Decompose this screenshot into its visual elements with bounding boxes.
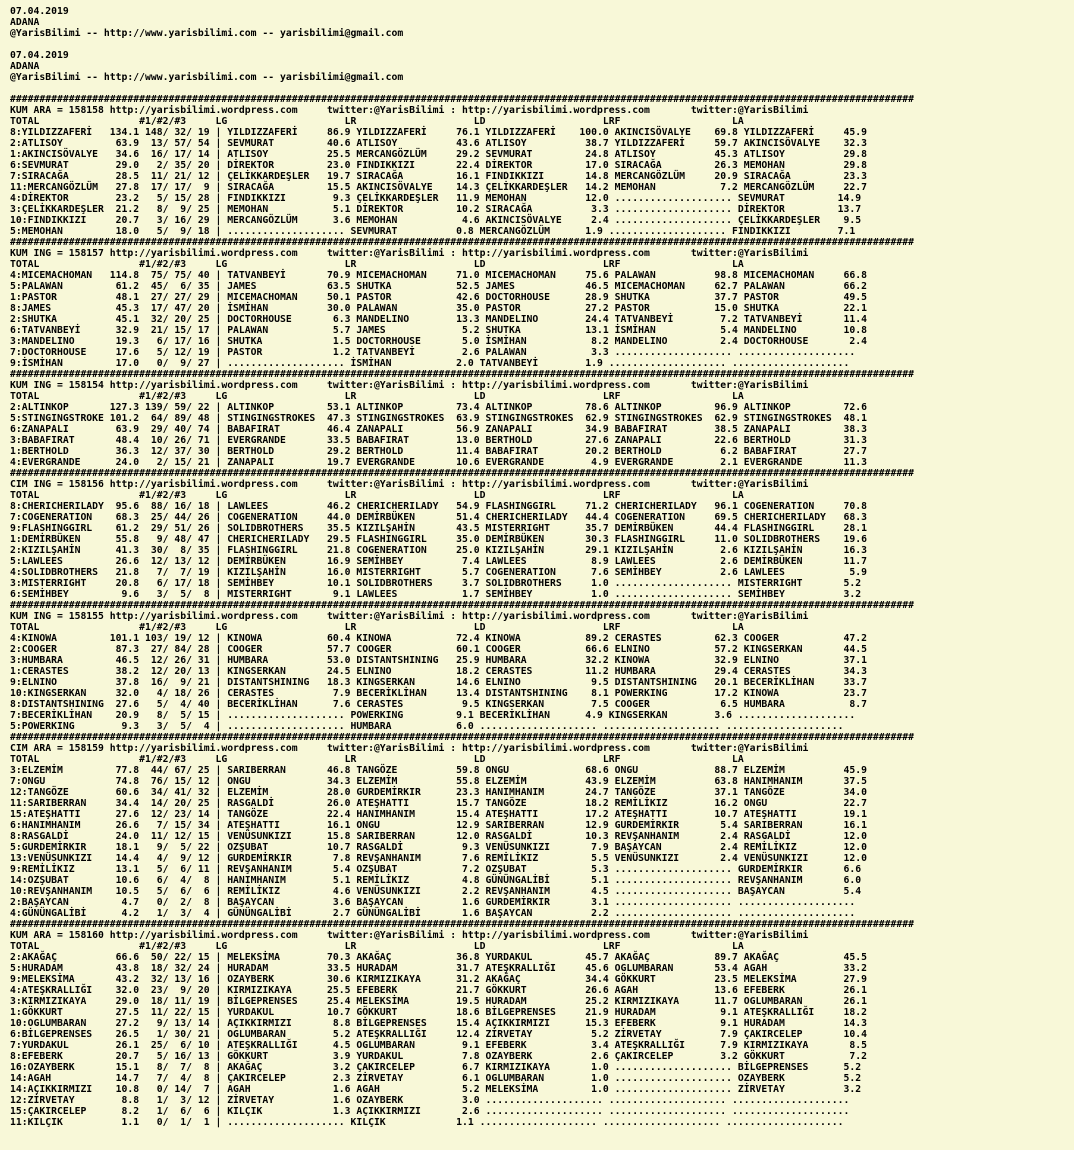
table-row: 4:KINOWA 101.1 103/ 19/ 12 | KINOWA 60.4 KINOWA 72.4 KINOWA 89.2 CERASTES 62.3 COOGER 47.2 bbox=[10, 633, 868, 644]
table-row: 10:KINGSERKAN 32.0 4/ 18/ 26 | CERASTES 7.9 BECERİKLİHAN 13.4 DISTANTSHINING 8.1 POWERKING 17.2 KINOWA 23.7 bbox=[10, 688, 868, 699]
table-row: 2:SHUTKA 45.1 32/ 20/ 25 | DOCTORHOUSE 6.3 MANDELINO 13.3 MANDELINO 24.4 TATVANBEYİ 7.2 TATVANBEYİ 11.4 bbox=[10, 314, 868, 325]
column-header-line: TOTAL #1/#2/#3 LG LR LD LRF LA bbox=[10, 116, 744, 127]
table-row: 8:RASGALDİ 24.0 11/ 12/ 15 | VENÜSUNKIZI 15.8 SARIBERRAN 12.0 RASGALDİ 10.3 REVŞANHANIM 2.4 RASGALDİ 12.0 bbox=[10, 831, 868, 842]
race-title-line: KUM ARA = 158158 http://yarisbilimi.wordpress.com twitter:@YarisBilimi : http://yarisbilimi.wordpress.com twitter:@YarisBilimi bbox=[10, 105, 809, 116]
header-date: 07.04.2019 bbox=[10, 6, 69, 17]
table-row: 4:ATEŞKRALLIĞI 32.0 23/ 9/ 20 | KIRMIZIKAYA 25.5 EFEBERK 21.7 GÖKKURT 26.6 AGAH 13.6 EFEBERK 26.1 bbox=[10, 985, 868, 996]
table-row: 1:CERASTES 38.2 12/ 20/ 13 | KINGSERKAN 24.5 ELNINO 18.2 CERASTES 11.2 HUMBARA 29.4 CERASTES 34.3 bbox=[10, 666, 868, 677]
table-row: 15:ÇAKIRCELEP 8.2 1/ 6/ 6 | KILÇIK 1.3 AÇIKKIRMIZI 2.6 .................... .................... .................... bbox=[10, 1106, 850, 1117]
table-row: 3:MANDELINO 19.3 6/ 17/ 16 | SHUTKA 1.5 DOCTORHOUSE 5.0 İSMİHAN 8.2 MANDELINO 2.4 DOCTORHOUSE 2.4 bbox=[10, 336, 868, 347]
table-row: 3:MISTERRIGHT 20.8 6/ 17/ 18 | SEMİHBEY 10.1 SOLIDBROTHERS 3.7 SOLIDBROTHERS 1.0 .................... MISTERRIGHT 5.2 bbox=[10, 578, 862, 589]
table-row: 5:PALAWAN 61.2 45/ 6/ 35 | JAMES 63.5 SHUTKA 52.5 JAMES 46.5 MICEMACHOMAN 62.7 PALAWAN 66.2 bbox=[10, 281, 868, 292]
table-row: 4:GÜNÜNGALİBİ 4.2 1/ 3/ 4 | GÜNÜNGALİBİ 2.7 GÜNÜNGALİBİ 1.6 BAŞAYCAN 2.2 .................... .................... bbox=[10, 908, 856, 919]
race-title-line: KUM ING = 158154 http://yarisbilimi.wordpress.com twitter:@YarisBilimi : http://yarisbilimi.wordpress.com twitter:@YarisBilimi bbox=[10, 380, 809, 391]
table-row: 5:LAWLEES 26.6 12/ 13/ 12 | DEMİRBÜKEN 16.9 SEMİHBEY 7.4 LAWLEES 8.9 LAWLEES 2.6 DEMİRBÜKEN 11.7 bbox=[10, 556, 868, 567]
race-title-line: CIM ING = 158156 http://yarisbilimi.wordpress.com twitter:@YarisBilimi : http://yarisbilimi.wordpress.com twitter:@YarisBilimi bbox=[10, 479, 809, 490]
table-row: 6:BİLGEPRENSES 26.5 1/ 30/ 21 | OGLUMBARAN 5.2 ATEŞKRALLIĞI 12.4 ZİRVETAY 5.2 ZİRVETAY 7.9 ÇAKIRCELEP 10.4 bbox=[10, 1029, 868, 1040]
header-city: ADANA bbox=[10, 17, 40, 28]
table-row: 8:EFEBERK 20.7 5/ 16/ 13 | GÖKKURT 3.9 YURDAKUL 7.8 OZAYBERK 2.6 ÇAKIRCELEP 3.2 GÖKKURT 7.2 bbox=[10, 1051, 868, 1062]
table-row: 6:SEMİHBEY 9.6 3/ 5/ 8 | MISTERRIGHT 9.1 LAWLEES 1.7 SEMİHBEY 1.0 .................... SEMİHBEY 3.2 bbox=[10, 589, 862, 600]
spacer bbox=[10, 83, 1074, 94]
column-header-line: TOTAL #1/#2/#3 LG LR LD LRF LA bbox=[10, 391, 744, 402]
table-row: 3:ELZEMİM 77.8 44/ 67/ 25 | SARIBERRAN 46.8 TANGÖZE 59.8 ONGU 68.6 ONGU 88.7 ELZEMİM 45.9 bbox=[10, 765, 868, 776]
table-row: 1:BERTHOLD 36.3 12/ 37/ 30 | BERTHOLD 29.2 BERTHOLD 11.4 BABAFIRAT 20.2 BERTHOLD 6.2 BABAFIRAT 27.7 bbox=[10, 446, 868, 457]
column-header-line: TOTAL #1/#2/#3 LG LR LD LRF LA bbox=[10, 941, 744, 952]
table-row: 10:OGLUMBARAN 27.2 9/ 13/ 14 | AÇIKKIRMIZI 8.8 BİLGEPRENSES 15.4 AÇIKKIRMIZI 15.3 EFEBERK 9.1 HURADAM 14.3 bbox=[10, 1018, 868, 1029]
header-contact: @YarisBilimi -- http://www.yarisbilimi.com -- yarisbilimi@gmail.com bbox=[10, 72, 404, 83]
table-row: 5:GURDEMİRKIR 18.1 9/ 5/ 22 | OZŞUBAT 10.7 RASGALDİ 9.3 VENÜSUNKIZI 7.9 BAŞAYCAN 2.4 REMİLİKIZ 12.0 bbox=[10, 842, 868, 853]
report-header-1 bbox=[10, 6, 1074, 39]
table-row: 4:DİREKTOR 23.2 5/ 15/ 28 | FINDIKKIZI 9.3 ÇELİKKARDEŞLER 11.9 MEMOHAN 12.0 .................... SEVMURAT 14.9 bbox=[10, 193, 862, 204]
spacer bbox=[10, 39, 1074, 50]
table-row: 4:MICEMACHOMAN 114.8 75/ 75/ 40 | TATVANBEYİ 70.9 MICEMACHOMAN 71.0 MICEMACHOMAN 75.6 PALAWAN 98.8 MICEMACHOMAN 66.8 bbox=[10, 270, 868, 281]
header-city: ADANA bbox=[10, 61, 40, 72]
table-row: 14:AÇIKKIRMIZI 10.8 0/ 14/ 7 | AGAH 1.6 AGAH 5.2 MELEKSİMA 1.0 .................... ZİRVETAY 3.2 bbox=[10, 1084, 862, 1095]
header-contact: @YarisBilimi -- http://www.yarisbilimi.com -- yarisbilimi@gmail.com bbox=[10, 28, 404, 39]
table-row: 8:JAMES 45.3 17/ 47/ 20 | İSMİHAN 30.0 PALAWAN 35.0 PASTOR 27.2 PASTOR 15.0 SHUTKA 22.1 bbox=[10, 303, 868, 314]
report-header-2 bbox=[10, 50, 1074, 83]
table-row: 11:KILÇIK 1.1 0/ 1/ 1 | .................... KILÇIK 1.1 .................... .................... .................... bbox=[10, 1117, 844, 1128]
table-row: 12:ZİRVETAY 8.8 1/ 3/ 12 | ZİRVETAY 1.6 OZAYBERK 3.0 .................... .................... .................... bbox=[10, 1095, 850, 1106]
section-separator: ########################################################################################################################################################## bbox=[10, 94, 914, 105]
table-row: 3:KIRMIZIKAYA 29.0 18/ 11/ 19 | BİLGEPRENSES 25.4 MELEKSİMA 19.5 HURADAM 25.2 KIRMIZIKAYA 11.7 OGLUMBARAN 26.1 bbox=[10, 996, 868, 1007]
column-header-line: TOTAL #1/#2/#3 LG LR LD LRF LA bbox=[10, 490, 744, 501]
table-row: 3:ÇELİKKARDEŞLER 21.2 8/ 9/ 25 | MEMOHAN 5.1 DİREKTOR 10.2 SIRACAĞA 3.3 .................... DİREKTOR 13.7 bbox=[10, 204, 862, 215]
table-row: 6:ZANAPALI 63.9 29/ 40/ 74 | BABAFIRAT 46.4 ZANAPALI 56.9 ZANAPALI 34.9 BABAFIRAT 38.5 ZANAPALI 38.3 bbox=[10, 424, 868, 435]
table-row: 5:MEMOHAN 18.0 5/ 9/ 18 | .................... SEVMURAT 0.8 MERCANGÖZLÜM 1.9 .................... FINDIKKIZI 7.1 bbox=[10, 226, 856, 237]
table-row: 13:VENÜSUNKIZI 14.4 4/ 9/ 12 | GURDEMİRKIR 7.8 REVŞANHANIM 7.6 REMİLİKIZ 5.5 VENÜSUNKIZI 2.4 VENÜSUNKIZI 12.0 bbox=[10, 853, 868, 864]
race-sections bbox=[10, 94, 1074, 1128]
table-row: 7:COGENERATION 68.3 25/ 44/ 26 | COGENERATION 44.0 DEMİRBÜKEN 51.4 CHERICHERILADY 44.4 COGENERATION 69.5 CHERICHERILADY 68.3 bbox=[10, 512, 868, 523]
race-title-line: KUM ING = 158155 http://yarisbilimi.wordpress.com twitter:@YarisBilimi : http://yarisbilimi.wordpress.com twitter:@YarisBilimi bbox=[10, 611, 809, 622]
section-separator: ########################################################################################################################################################## bbox=[10, 732, 914, 743]
table-row: 8:CHERICHERILADY 95.6 88/ 16/ 18 | LAWLEES 46.2 CHERICHERILADY 54.9 FLASHINGGIRL 71.2 CHERICHERILADY 96.1 COGENERATION 70.8 bbox=[10, 501, 868, 512]
table-row: 7:DOCTORHOUSE 17.6 5/ 12/ 19 | PASTOR 1.2 TATVANBEYİ 2.6 PALAWAN 3.3 .................... .................... bbox=[10, 347, 856, 358]
table-row: 9:REMİLİKIZ 13.1 5/ 6/ 11 | REVŞANHANIM 5.4 OZŞUBAT 7.2 OZŞUBAT 5.3 .................... GURDEMİRKIR 6.6 bbox=[10, 864, 862, 875]
table-row: 14:AGAH 14.7 7/ 4/ 8 | ÇAKIRCELEP 2.3 ZİRVETAY 6.1 OGLUMBARAN 1.0 .................... OZAYBERK 5.2 bbox=[10, 1073, 862, 1084]
race-title-line: KUM ARA = 158160 http://yarisbilimi.wordpress.com twitter:@YarisBilimi : http://yarisbilimi.wordpress.com twitter:@YarisBilimi bbox=[10, 930, 809, 941]
table-row: 2:KIZILŞAHİN 41.3 30/ 8/ 35 | FLASHINGGIRL 21.8 COGENERATION 25.0 KIZILŞAHİN 29.1 KIZILŞAHİN 2.6 KIZILŞAHİN 16.3 bbox=[10, 545, 868, 556]
table-row: 9:ELNINO 37.8 16/ 9/ 21 | DISTANTSHINING 18.3 KINGSERKAN 14.6 ELNINO 9.5 DISTANTSHINING 20.1 BECERİKLİHAN 33.7 bbox=[10, 677, 868, 688]
table-row: 1:DEMİRBÜKEN 55.8 9/ 48/ 47 | CHERICHERILADY 29.5 FLASHINGGIRL 35.0 DEMİRBÜKEN 30.3 FLASHINGGIRL 11.0 SOLIDBROTHERS 19.6 bbox=[10, 534, 868, 545]
table-row: 7:YURDAKUL 26.1 25/ 6/ 10 | ATEŞKRALLIĞI 4.5 OGLUMBARAN 9.1 EFEBERK 3.4 ATEŞKRALLIĞI 7.9 KIRMIZIKAYA 8.5 bbox=[10, 1040, 868, 1051]
table-row: 2:BAŞAYCAN 4.7 0/ 2/ 8 | BAŞAYCAN 3.6 BAŞAYCAN 1.6 GURDEMİRKIR 3.1 .................... .................... bbox=[10, 897, 856, 908]
table-row: 16:OZAYBERK 15.1 8/ 7/ 8 | AKAĞAÇ 3.2 ÇAKIRCELEP 6.7 KIRMIZIKAYA 1.0 .................... BİLGEPRENSES 5.2 bbox=[10, 1062, 862, 1073]
table-row: 5:STINGINGSTROKE 101.2 64/ 89/ 48 | STINGINGSTROKES 47.3 STINGINGSTROKES 63.9 STINGINGSTROKES 62.9 STINGINGSTROKES 62.9 STINGINGSTROKES 48.1 bbox=[10, 413, 868, 424]
section-separator: ########################################################################################################################################################## bbox=[10, 468, 914, 479]
table-row: 9:İSMİHAN 17.0 0/ 9/ 27 | .................... İSMİHAN 2.0 TATVANBEYİ 1.9 .................... .................... bbox=[10, 358, 850, 369]
table-row: 9:FLASHINGGIRL 61.2 29/ 51/ 26 | SOLIDBROTHERS 35.5 KIZILŞAHİN 43.5 MISTERRIGHT 35.7 DEMİRBÜKEN 44.4 FLASHINGGIRL 28.1 bbox=[10, 523, 868, 534]
table-row: 3:HUMBARA 46.5 12/ 26/ 31 | HUMBARA 53.0 DISTANTSHINING 25.9 HUMBARA 32.2 KINOWA 32.9 ELNINO 37.1 bbox=[10, 655, 868, 666]
table-row: 2:COOGER 87.3 27/ 84/ 28 | COOGER 57.7 COOGER 60.1 COOGER 66.6 ELNINO 57.2 KINGSERKAN 44.5 bbox=[10, 644, 868, 655]
table-row: 7:SIRACAĞA 28.5 11/ 21/ 12 | ÇELİKKARDEŞLER 19.7 SIRACAĞA 16.1 FINDIKKIZI 14.8 MERCANGÖZLÜM 20.9 SIRACAĞA 23.3 bbox=[10, 171, 868, 182]
table-row: 2:ALTINKOP 127.3 139/ 59/ 22 | ALTINKOP 53.1 ALTINKOP 73.4 ALTINKOP 78.6 ALTINKOP 96.9 ALTINKOP 72.6 bbox=[10, 402, 868, 413]
table-row: 3:BABAFIRAT 48.4 10/ 26/ 71 | EVERGRANDE 33.5 BABAFIRAT 13.0 BERTHOLD 27.6 ZANAPALI 22.6 BERTHOLD 31.3 bbox=[10, 435, 868, 446]
table-row: 1:PASTOR 48.1 27/ 27/ 29 | MICEMACHOMAN 50.1 PASTOR 42.6 DOCTORHOUSE 28.9 SHUTKA 37.7 PASTOR 49.5 bbox=[10, 292, 868, 303]
column-header-line: TOTAL #1/#2/#3 LG LR LD LRF LA bbox=[10, 754, 744, 765]
table-row: 8:DISTANTSHINING 27.6 5/ 4/ 40 | BECERİKLİHAN 7.6 CERASTES 9.5 KINGSERKAN 7.5 COOGER 6.5 HUMBARA 8.7 bbox=[10, 699, 868, 710]
section-separator: ########################################################################################################################################################## bbox=[10, 237, 914, 248]
table-row: 8:YILDIZZAFERİ 134.1 148/ 32/ 19 | YILDIZZAFERİ 86.9 YILDIZZAFERİ 76.1 YILDIZZAFERİ 100.0 AKINCISÖVALYE 69.8 YILDIZZAFERİ 45.9 bbox=[10, 127, 868, 138]
table-row: 4:SOLIDBROTHERS 21.8 7/ 7/ 19 | KIZILŞAHİN 16.0 MISTERRIGHT 5.7 COGENERATION 7.6 SEMİHBEY 2.6 LAWLEES 5.9 bbox=[10, 567, 868, 578]
table-row: 5:HURADAM 43.8 18/ 32/ 24 | HURADAM 33.5 HURADAM 31.7 ATEŞKRALLIĞI 45.6 OGLUMBARAN 53.4 AGAH 33.2 bbox=[10, 963, 868, 974]
table-row: 15:ATEŞHATTI 27.6 12/ 23/ 14 | TANGÖZE 22.4 HANIMHANIM 15.4 ATEŞHATTI 17.2 ATEŞHATTI 10.7 ATEŞHATTI 19.1 bbox=[10, 809, 868, 820]
table-row: 2:ATLISOY 63.9 13/ 57/ 54 | SEVMURAT 40.6 ATLISOY 43.6 ATLISOY 38.7 YILDIZZAFERİ 59.7 AKINCISÖVALYE 32.3 bbox=[10, 138, 868, 149]
race-title-line: CIM ARA = 158159 http://yarisbilimi.wordpress.com twitter:@YarisBilimi : http://yarisbilimi.wordpress.com twitter:@YarisBilimi bbox=[10, 743, 809, 754]
table-row: 6:SEVMURAT 29.0 2/ 35/ 20 | DİREKTOR 23.0 FINDIKKIZI 22.4 DİREKTOR 17.0 SIRACAĞA 26.3 MEMOHAN 29.8 bbox=[10, 160, 868, 171]
table-row: 7:ONGU 74.8 76/ 15/ 12 | ONGU 34.3 ELZEMİM 55.8 ELZEMİM 43.9 ELZEMİM 63.8 HANIMHANIM 37.5 bbox=[10, 776, 868, 787]
column-header-line: TOTAL #1/#2/#3 LG LR LD LRF LA bbox=[10, 259, 744, 270]
column-header-line: TOTAL #1/#2/#3 LG LR LD LRF LA bbox=[10, 622, 744, 633]
table-row: 11:MERCANGÖZLÜM 27.8 17/ 17/ 9 | SIRACAĞA 15.5 AKINCISÖVALYE 14.3 ÇELİKKARDEŞLER 14.2 MEMOHAN 7.2 MERCANGÖZLÜM 22.7 bbox=[10, 182, 868, 193]
table-row: 2:AKAĞAÇ 66.6 50/ 22/ 15 | MELEKSİMA 70.3 AKAĞAÇ 36.8 YURDAKUL 45.7 AKAĞAÇ 89.7 AKAĞAÇ 45.5 bbox=[10, 952, 868, 963]
table-row: 1:AKINCISÖVALYE 34.6 16/ 17/ 14 | ATLISOY 25.5 MERCANGÖZLÜM 29.2 SEVMURAT 24.8 ATLISOY 45.3 ATLISOY 29.8 bbox=[10, 149, 868, 160]
table-row: 10:FINDIKKIZI 20.7 3/ 16/ 29 | MERCANGÖZLÜM 3.6 MEMOHAN 4.6 AKINCISÖVALYE 2.4 .................... ÇELİKKARDEŞLER 9.5 bbox=[10, 215, 862, 226]
section-separator: ########################################################################################################################################################## bbox=[10, 600, 914, 611]
table-row: 1:GÖKKURT 27.5 11/ 22/ 15 | YURDAKUL 10.7 GÖKKURT 18.6 BİLGEPRENSES 21.9 HURADAM 9.1 ATEŞKRALLIĞI 18.2 bbox=[10, 1007, 868, 1018]
table-row: 12:TANGÖZE 60.6 34/ 41/ 32 | ELZEMİM 28.0 GURDEMİRKIR 23.3 HANIMHANIM 24.7 TANGÖZE 37.1 TANGÖZE 34.0 bbox=[10, 787, 868, 798]
table-row: 14:OZŞUBAT 10.6 6/ 4/ 8 | HANIMHANIM 5.1 REMİLİKIZ 4.8 GÜNÜNGALİBİ 5.1 .................... REVŞANHANIM 6.0 bbox=[10, 875, 862, 886]
table-row: 7:BECERİKLİHAN 20.9 8/ 5/ 15 | .................... POWERKING 9.1 BECERİKLİHAN 4.9 KINGSERKAN 3.6 .................... bbox=[10, 710, 856, 721]
race-title-line: KUM ING = 158157 http://yarisbilimi.wordpress.com twitter:@YarisBilimi : http://yarisbilimi.wordpress.com twitter:@YarisBilimi bbox=[10, 248, 809, 259]
table-row: 11:SARIBERRAN 34.4 14/ 20/ 25 | RASGALDİ 26.0 ATEŞHATTI 15.7 TANGÖZE 18.2 REMİLİKIZ 16.2 ONGU 22.7 bbox=[10, 798, 868, 809]
section-separator: ########################################################################################################################################################## bbox=[10, 369, 914, 380]
section-separator: ########################################################################################################################################################## bbox=[10, 919, 914, 930]
table-row: 6:HANIMHANIM 26.6 7/ 15/ 34 | ATEŞHATTI 16.1 ONGU 12.9 SARIBERRAN 12.9 GURDEMİRKIR 5.4 SARIBERRAN 16.1 bbox=[10, 820, 868, 831]
table-row: 9:MELEKSİMA 43.2 32/ 13/ 16 | OZAYBERK 30.6 KIRMIZIKAYA 31.2 AKAĞAÇ 34.4 GÖKKURT 23.5 MELEKSİMA 27.9 bbox=[10, 974, 868, 985]
table-row: 4:EVERGRANDE 24.0 2/ 15/ 21 | ZANAPALI 19.7 EVERGRANDE 10.6 EVERGRANDE 4.9 EVERGRANDE 2.1 EVERGRANDE 11.3 bbox=[10, 457, 868, 468]
header-date: 07.04.2019 bbox=[10, 50, 69, 61]
table-row: 10:REVŞANHANIM 10.5 5/ 6/ 6 | REMİLİKIZ 4.6 VENÜSUNKIZI 2.2 REVŞANHANIM 4.5 .................... BAŞAYCAN 5.4 bbox=[10, 886, 862, 897]
table-row: 6:TATVANBEYİ 32.9 21/ 15/ 17 | PALAWAN 5.7 JAMES 5.2 SHUTKA 13.1 İSMİHAN 5.4 MANDELINO 10.8 bbox=[10, 325, 868, 336]
table-row: 5:POWERKING 9.3 3/ 5/ 4 | .................... HUMBARA 6.0 .................... .................... .................... bbox=[10, 721, 844, 732]
